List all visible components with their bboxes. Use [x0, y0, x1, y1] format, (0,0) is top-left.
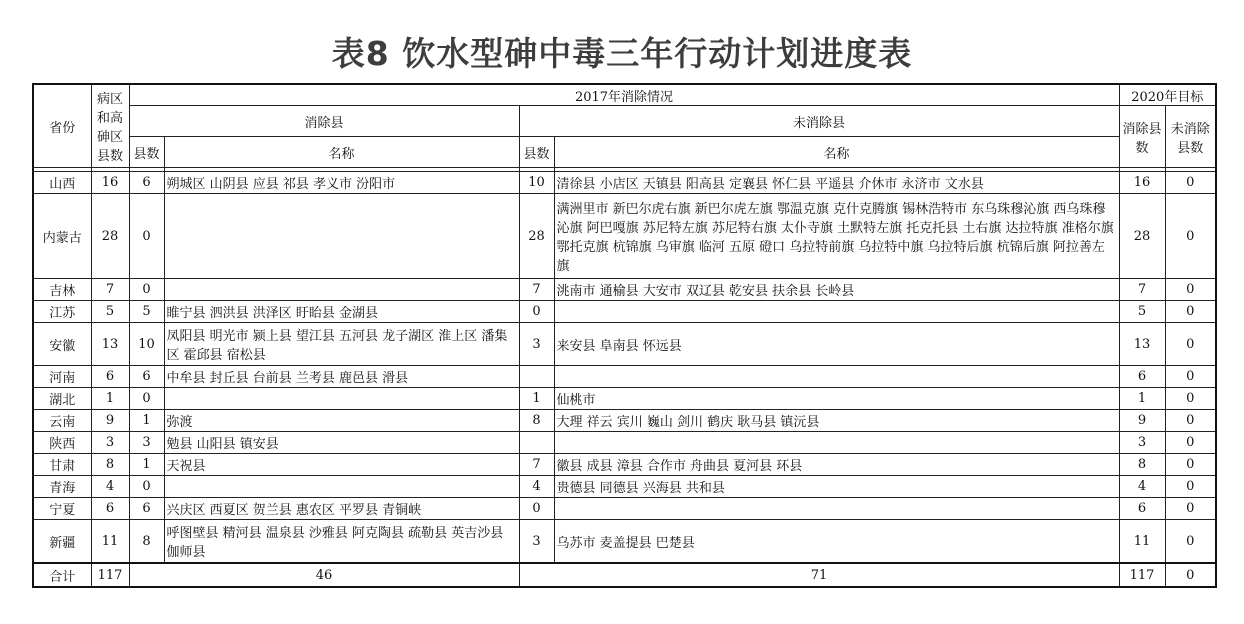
elim-count-cell: 8: [129, 520, 164, 564]
not-count-cell: 10: [519, 172, 554, 194]
table-row: [33, 520, 1216, 564]
elim-names-cell: 中牟县 封丘县 台前县 兰考县 鹿邑县 滑县: [164, 366, 519, 388]
target-not-cell: 0: [1165, 194, 1216, 279]
total-cell: 7: [91, 279, 129, 301]
elim-count-cell: 10: [129, 323, 164, 366]
target-not-cell: 0: [1165, 279, 1216, 301]
table-row: [33, 323, 1216, 366]
not-count-cell: 8: [519, 410, 554, 432]
elim-names-cell: 勉县 山阳县 镇安县: [164, 432, 519, 454]
page-title: 表8 饮水型砷中毒三年行动计划进度表: [331, 34, 913, 73]
total-label: 合计: [33, 563, 91, 587]
header-not-eliminated: 未消除县: [519, 106, 1119, 137]
not-names-cell: 洮南市 通榆县 大安市 双辽县 乾安县 扶余县 长岭县: [554, 279, 1119, 301]
elim-names-cell: 睢宁县 泗洪县 洪泽区 盱眙县 金湖县: [164, 301, 519, 323]
target-elim-cell: 6: [1119, 498, 1165, 520]
not-names-cell: 清徐县 小店区 天镇县 阳高县 定襄县 怀仁县 平遥县 介休市 永济市 文水县: [554, 172, 1119, 194]
not-names-cell: [554, 301, 1119, 323]
header-target-not-eliminated: 未消除县数: [1165, 106, 1216, 168]
not-count-cell: 4: [519, 476, 554, 498]
elim-names-cell: [164, 194, 519, 279]
target-not-cell: 0: [1165, 498, 1216, 520]
total-target-not-eliminated: 0: [1165, 563, 1216, 587]
not-names-cell: 徽县 成县 漳县 合作市 舟曲县 夏河县 环县: [554, 454, 1119, 476]
province-cell: 青海: [33, 476, 91, 498]
target-elim-cell: 8: [1119, 454, 1165, 476]
target-elim-cell: 3: [1119, 432, 1165, 454]
header-target-2020: 2020年目标: [1119, 84, 1216, 106]
total-not-eliminated: 71: [519, 563, 1119, 587]
table-row: [33, 366, 1216, 388]
table-row: [33, 454, 1216, 476]
elim-count-cell: 0: [129, 476, 164, 498]
target-not-cell: 0: [1165, 476, 1216, 498]
header-status-2017: 2017年消除情况: [129, 84, 1119, 106]
table-row: [33, 301, 1216, 323]
header-row-3: [33, 137, 1216, 168]
target-elim-cell: 5: [1119, 301, 1165, 323]
not-names-cell: 来安县 阜南县 怀远县: [554, 323, 1119, 366]
not-names-cell: [554, 432, 1119, 454]
not-names-cell: 贵德县 同德县 兴海县 共和县: [554, 476, 1119, 498]
elim-count-cell: 0: [129, 388, 164, 410]
table-row: [33, 388, 1216, 410]
not-names-cell: [554, 366, 1119, 388]
table-row: [33, 432, 1216, 454]
elim-names-cell: 弥渡: [164, 410, 519, 432]
not-count-cell: 28: [519, 194, 554, 279]
elim-count-cell: 3: [129, 432, 164, 454]
total-cell: 28: [91, 194, 129, 279]
province-cell: 云南: [33, 410, 91, 432]
table-row: [33, 410, 1216, 432]
total-cell: 8: [91, 454, 129, 476]
total-cell: 16: [91, 172, 129, 194]
province-cell: 宁夏: [33, 498, 91, 520]
elim-count-cell: 6: [129, 172, 164, 194]
elim-names-cell: [164, 388, 519, 410]
total-cell: 4: [91, 476, 129, 498]
total-count: 117: [91, 563, 129, 587]
province-cell: 甘肃: [33, 454, 91, 476]
total-cell: 5: [91, 301, 129, 323]
target-not-cell: 0: [1165, 388, 1216, 410]
elim-count-cell: 1: [129, 454, 164, 476]
province-cell: 内蒙古: [33, 194, 91, 279]
not-names-cell: [554, 498, 1119, 520]
target-not-cell: 0: [1165, 432, 1216, 454]
total-cell: 6: [91, 366, 129, 388]
province-cell: 陕西: [33, 432, 91, 454]
progress-table: [32, 83, 1217, 588]
table-row: [33, 498, 1216, 520]
elim-names-cell: 天祝县: [164, 454, 519, 476]
not-count-cell: 0: [519, 301, 554, 323]
target-not-cell: 0: [1165, 520, 1216, 564]
target-elim-cell: 7: [1119, 279, 1165, 301]
target-elim-cell: 13: [1119, 323, 1165, 366]
total-cell: 3: [91, 432, 129, 454]
target-not-cell: 0: [1165, 301, 1216, 323]
not-count-cell: [519, 432, 554, 454]
total-target-eliminated: 117: [1119, 563, 1165, 587]
header-not-count: 县数: [519, 137, 554, 168]
not-names-cell: 满洲里市 新巴尔虎右旗 新巴尔虎左旗 鄂温克旗 克什克腾旗 锡林浩特市 东乌珠穆沁旗 西乌珠穆沁旗 阿巴嘎旗 苏尼特左旗 苏尼特右旗 太仆寺旗 土默特左旗 托克托县 土右旗 达拉特旗 准格尔旗 鄂托克旗 杭锦旗 乌审旗 临河 五原 磴口 乌拉特前旗 乌拉特中旗 乌拉特后旗 杭锦后旗 阿拉善左旗: [554, 194, 1119, 279]
header-affected-counties: 病区和高砷区县数: [91, 84, 129, 168]
total-cell: 6: [91, 498, 129, 520]
total-cell: 9: [91, 410, 129, 432]
table-row: [33, 172, 1216, 194]
province-cell: 湖北: [33, 388, 91, 410]
total-eliminated: 46: [129, 563, 519, 587]
target-not-cell: 0: [1165, 172, 1216, 194]
target-elim-cell: 1: [1119, 388, 1165, 410]
province-cell: 河南: [33, 366, 91, 388]
target-not-cell: 0: [1165, 410, 1216, 432]
elim-names-cell: [164, 476, 519, 498]
header-eliminated: 消除县: [129, 106, 519, 137]
not-count-cell: 0: [519, 498, 554, 520]
not-count-cell: 7: [519, 454, 554, 476]
elim-count-cell: 1: [129, 410, 164, 432]
header-province: 省份: [33, 84, 91, 168]
table-row: [33, 194, 1216, 279]
province-cell: 吉林: [33, 279, 91, 301]
header-elim-count: 县数: [129, 137, 164, 168]
elim-count-cell: 6: [129, 498, 164, 520]
elim-names-cell: [164, 279, 519, 301]
not-count-cell: [519, 366, 554, 388]
header-elim-name: 名称: [164, 137, 519, 168]
not-count-cell: 1: [519, 388, 554, 410]
elim-names-cell: 凤阳县 明光市 颍上县 望江县 五河县 龙子湖区 淮上区 潘集区 霍邱县 宿松县: [164, 323, 519, 366]
elim-names-cell: 朔城区 山阴县 应县 祁县 孝义市 汾阳市: [164, 172, 519, 194]
total-row: [33, 563, 1216, 587]
target-elim-cell: 16: [1119, 172, 1165, 194]
total-cell: 13: [91, 323, 129, 366]
province-cell: 安徽: [33, 323, 91, 366]
target-not-cell: 0: [1165, 366, 1216, 388]
header-not-name: 名称: [554, 137, 1119, 168]
elim-names-cell: 兴庆区 西夏区 贺兰县 惠农区 平罗县 青铜峡: [164, 498, 519, 520]
not-names-cell: 仙桃市: [554, 388, 1119, 410]
not-count-cell: 3: [519, 323, 554, 366]
total-cell: 11: [91, 520, 129, 564]
elim-count-cell: 0: [129, 279, 164, 301]
not-names-cell: 大理 祥云 宾川 巍山 剑川 鹤庆 耿马县 镇沅县: [554, 410, 1119, 432]
province-cell: 新疆: [33, 520, 91, 564]
province-cell: 江苏: [33, 301, 91, 323]
target-not-cell: 0: [1165, 454, 1216, 476]
target-elim-cell: 6: [1119, 366, 1165, 388]
header-row-2: [33, 106, 1216, 137]
elim-count-cell: 6: [129, 366, 164, 388]
target-elim-cell: 28: [1119, 194, 1165, 279]
total-cell: 1: [91, 388, 129, 410]
table-row: [33, 476, 1216, 498]
table-row: [33, 279, 1216, 301]
header-row-1: [33, 84, 1216, 106]
target-elim-cell: 11: [1119, 520, 1165, 564]
target-elim-cell: 9: [1119, 410, 1165, 432]
target-elim-cell: 4: [1119, 476, 1165, 498]
not-count-cell: 7: [519, 279, 554, 301]
header-target-eliminated: 消除县数: [1119, 106, 1165, 168]
elim-count-cell: 0: [129, 194, 164, 279]
elim-count-cell: 5: [129, 301, 164, 323]
not-names-cell: 乌苏市 麦盖提县 巴楚县: [554, 520, 1119, 564]
province-cell: 山西: [33, 172, 91, 194]
elim-names-cell: 呼图壁县 精河县 温泉县 沙雅县 阿克陶县 疏勒县 英吉沙县 伽师县: [164, 520, 519, 564]
target-not-cell: 0: [1165, 323, 1216, 366]
not-count-cell: 3: [519, 520, 554, 564]
